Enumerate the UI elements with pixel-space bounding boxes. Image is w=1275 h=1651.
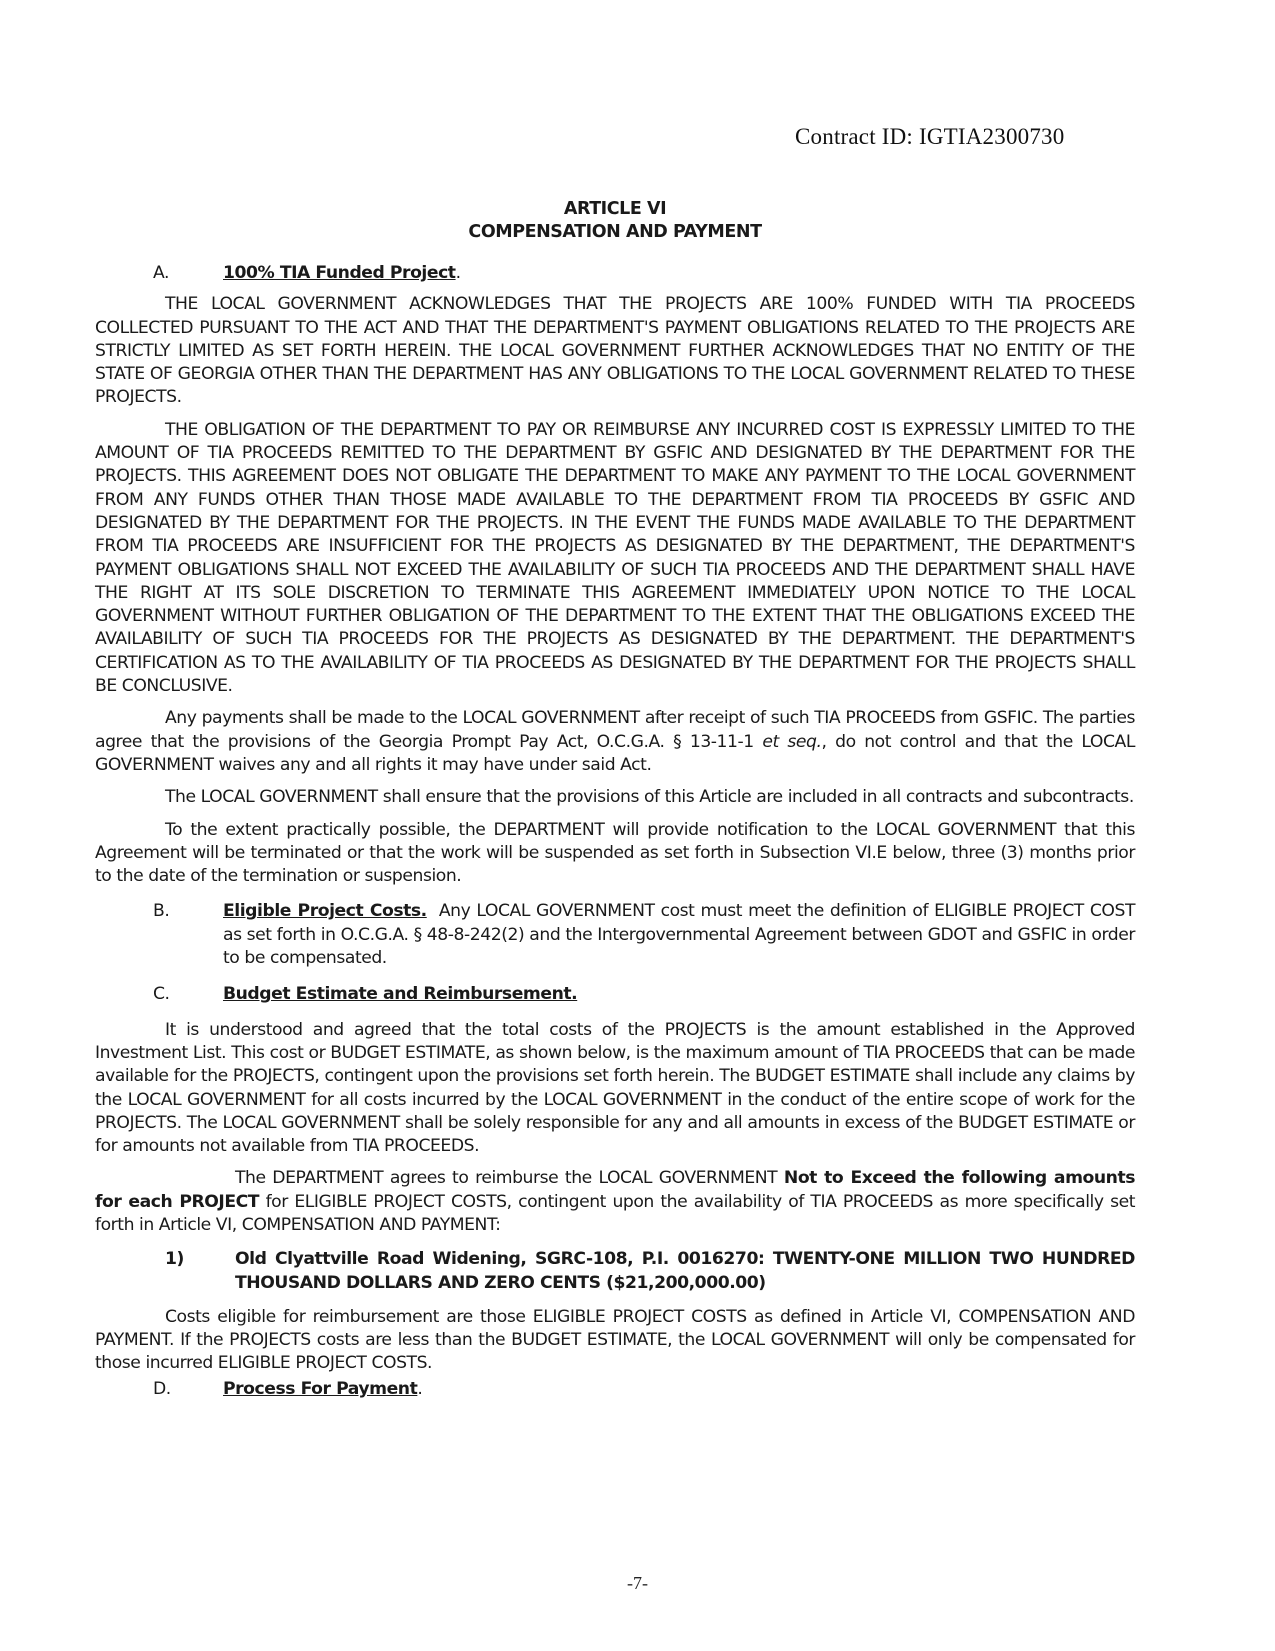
section-c-paragraph-3: Costs eligible for reimbursement are those ELIGIBLE PROJECT COSTS as defined in Article VI, COMPENSATION AND PAYMENT. If the PROJECTS costs are less than the BUDGET ESTIMATE, the LOCAL GOVERNMENT will only be compensated for those incurred ELIGIBLE PROJECT COSTS.	[95, 1306, 1135, 1374]
section-d-title: Process For Payment	[223, 1378, 418, 1399]
section-a-title-suffix: .	[455, 263, 461, 283]
section-c-letter: C.	[153, 984, 170, 1005]
section-a-title: 100% TIA Funded Project	[223, 263, 456, 283]
section-c-paragraph-2	[95, 1167, 1135, 1237]
reimburse-text-lead: The DEPARTMENT agrees to reimburse the LOCAL GOVERNMENT	[235, 1168, 784, 1189]
payments-text-lead: Any payments shall be made to the LOCAL GOVERNMENT after receipt of such TIA PROCEEDS from GSFIC. The parties agree that the provisions of the Georgia Prompt Pay Act, O.C.G.A. § 13-11-1	[95, 708, 1135, 752]
notification-paragraph: To the extent practically possible, the DEPARTMENT will provide notification to the LOCAL GOVERNMENT that this Agreement will be terminated or that the work will be suspended as set forth in Subsection VI.E below, three (3) months prior to the date of the termination or suspension.	[95, 819, 1135, 887]
reimburse-text-tail: for ELIGIBLE PROJECT COSTS, contingent upon the availability of TIA PROCEEDS as more specifically set forth in Article VI, COMPENSATION AND PAYMENT:	[95, 1191, 1135, 1235]
section-b-body: Any LOCAL GOVERNMENT cost must meet the definition of ELIGIBLE PROJECT COST as set forth in O.C.G.A. § 48-8-242(2) and the Intergovernmental Agreement between GDOT and GSFIC in order to be compensated.	[223, 901, 1135, 969]
section-b-title: Eligible Project Costs.	[223, 901, 427, 922]
section-b	[95, 900, 1135, 970]
section-d-title-suffix: .	[417, 1378, 423, 1399]
page-number: -7-	[627, 1573, 648, 1593]
payments-text-italic: et seq.	[762, 731, 822, 752]
article-content	[95, 198, 1135, 1401]
article-number: ARTICLE VI	[563, 199, 667, 219]
section-a-heading	[95, 262, 1135, 285]
section-c-title: Budget Estimate and Reimbursement.	[223, 984, 578, 1005]
project-item	[95, 1248, 1135, 1295]
reimburse-text-bold: Not to Exceed the following amounts for each PROJECT	[95, 1168, 1136, 1212]
section-d-letter: D.	[153, 1378, 171, 1399]
section-b-letter: B.	[153, 901, 170, 922]
section-a-letter: A.	[153, 263, 170, 283]
project-item-number: 1)	[165, 1249, 184, 1270]
section-d-heading	[95, 1378, 1135, 1401]
article-title: COMPENSATION AND PAYMENT	[468, 222, 762, 242]
payments-text-tail: , do not control and that the LOCAL GOVERNMENT waives any and all rights it may have under said Act.	[95, 731, 1135, 775]
section-c-paragraph-1: It is understood and agreed that the total costs of the PROJECTS is the amount established in the Approved Investment List. This cost or BUDGET ESTIMATE, as shown below, is the maximum amount of TIA PROCEEDS that can be made available for the PROJECTS, contingent upon the provisions set forth herein. The BUDGET ESTIMATE shall include any claims by the LOCAL GOVERNMENT for all costs incurred by the LOCAL GOVERNMENT in the conduct of the entire scope of work for the PROJECTS. The LOCAL GOVERNMENT shall be solely responsible for any and all amounts in excess of the BUDGET ESTIMATE or for amounts not available from TIA PROCEEDS.	[95, 1019, 1135, 1157]
section-a-paragraph-1: THE LOCAL GOVERNMENT ACKNOWLEDGES THAT THE PROJECTS ARE 100% FUNDED WITH TIA PROCEEDS COLLECTED PURSUANT TO THE ACT AND THAT THE DEPARTMENT'S PAYMENT OBLIGATIONS RELATED TO THE PROJECTS ARE STRICTLY LIMITED AS SET FORTH HEREIN. THE LOCAL GOVERNMENT FURTHER ACKNOWLEDGES THAT NO ENTITY OF THE STATE OF GEORGIA OTHER THAN THE DEPARTMENT HAS ANY OBLIGATIONS TO THE LOCAL GOVERNMENT RELATED TO THESE PROJECTS.	[95, 294, 1135, 408]
payments-paragraph	[95, 707, 1135, 777]
project-item-text: Old Clyattville Road Widening, SGRC-108, P.I. 0016270: TWENTY-ONE MILLION TWO HUNDRED THOUSAND DOLLARS AND ZERO CENTS ($21,200,000.00)	[235, 1249, 1135, 1293]
section-a-paragraph-2: THE OBLIGATION OF THE DEPARTMENT TO PAY OR REIMBURSE ANY INCURRED COST IS EXPRESSLY LIMITED TO THE AMOUNT OF TIA PROCEEDS REMITTED TO THE DEPARTMENT BY GSFIC AND DESIGNATED BY THE DEPARTMENT FOR THE PROJECTS. THIS AGREEMENT DOES NOT OBLIGATE THE DEPARTMENT TO MAKE ANY PAYMENT TO THE LOCAL GOVERNMENT FROM ANY FUNDS OTHER THAN THOSE MADE AVAILABLE TO THE DEPARTMENT FROM TIA PROCEEDS BY GSFIC AND DESIGNATED BY THE DEPARTMENT FOR THE PROJECTS. IN THE EVENT THE FUNDS MADE AVAILABLE TO THE DEPARTMENT FROM TIA PROCEEDS ARE INSUFFICIENT FOR THE PROJECTS AS DESIGNATED BY THE DEPARTMENT, THE DEPARTMENT'S PAYMENT OBLIGATIONS SHALL NOT EXCEED THE AVAILABILITY OF SUCH TIA PROCEEDS AND THE DEPARTMENT SHALL HAVE THE RIGHT AT ITS SOLE DISCRETION TO TERMINATE THIS AGREEMENT IMMEDIATELY UPON NOTICE TO THE LOCAL GOVERNMENT WITHOUT FURTHER OBLIGATION OF THE DEPARTMENT TO THE EXTENT THAT THE OBLIGATIONS EXCEED THE AVAILABILITY OF SUCH TIA PROCEEDS FOR THE PROJECTS AS DESIGNATED BY THE DEPARTMENT. THE DEPARTMENT'S CERTIFICATION AS TO THE AVAILABILITY OF TIA PROCEEDS AS DESIGNATED BY THE DEPARTMENT FOR THE PROJECTS SHALL BE CONCLUSIVE.	[95, 419, 1135, 697]
section-c-heading	[95, 983, 1135, 1006]
contracts-paragraph: The LOCAL GOVERNMENT shall ensure that the provisions of this Article are included in all contracts and subcontracts.	[165, 787, 1134, 808]
contract-id: Contract ID: IGTIA2300730	[795, 124, 1065, 149]
